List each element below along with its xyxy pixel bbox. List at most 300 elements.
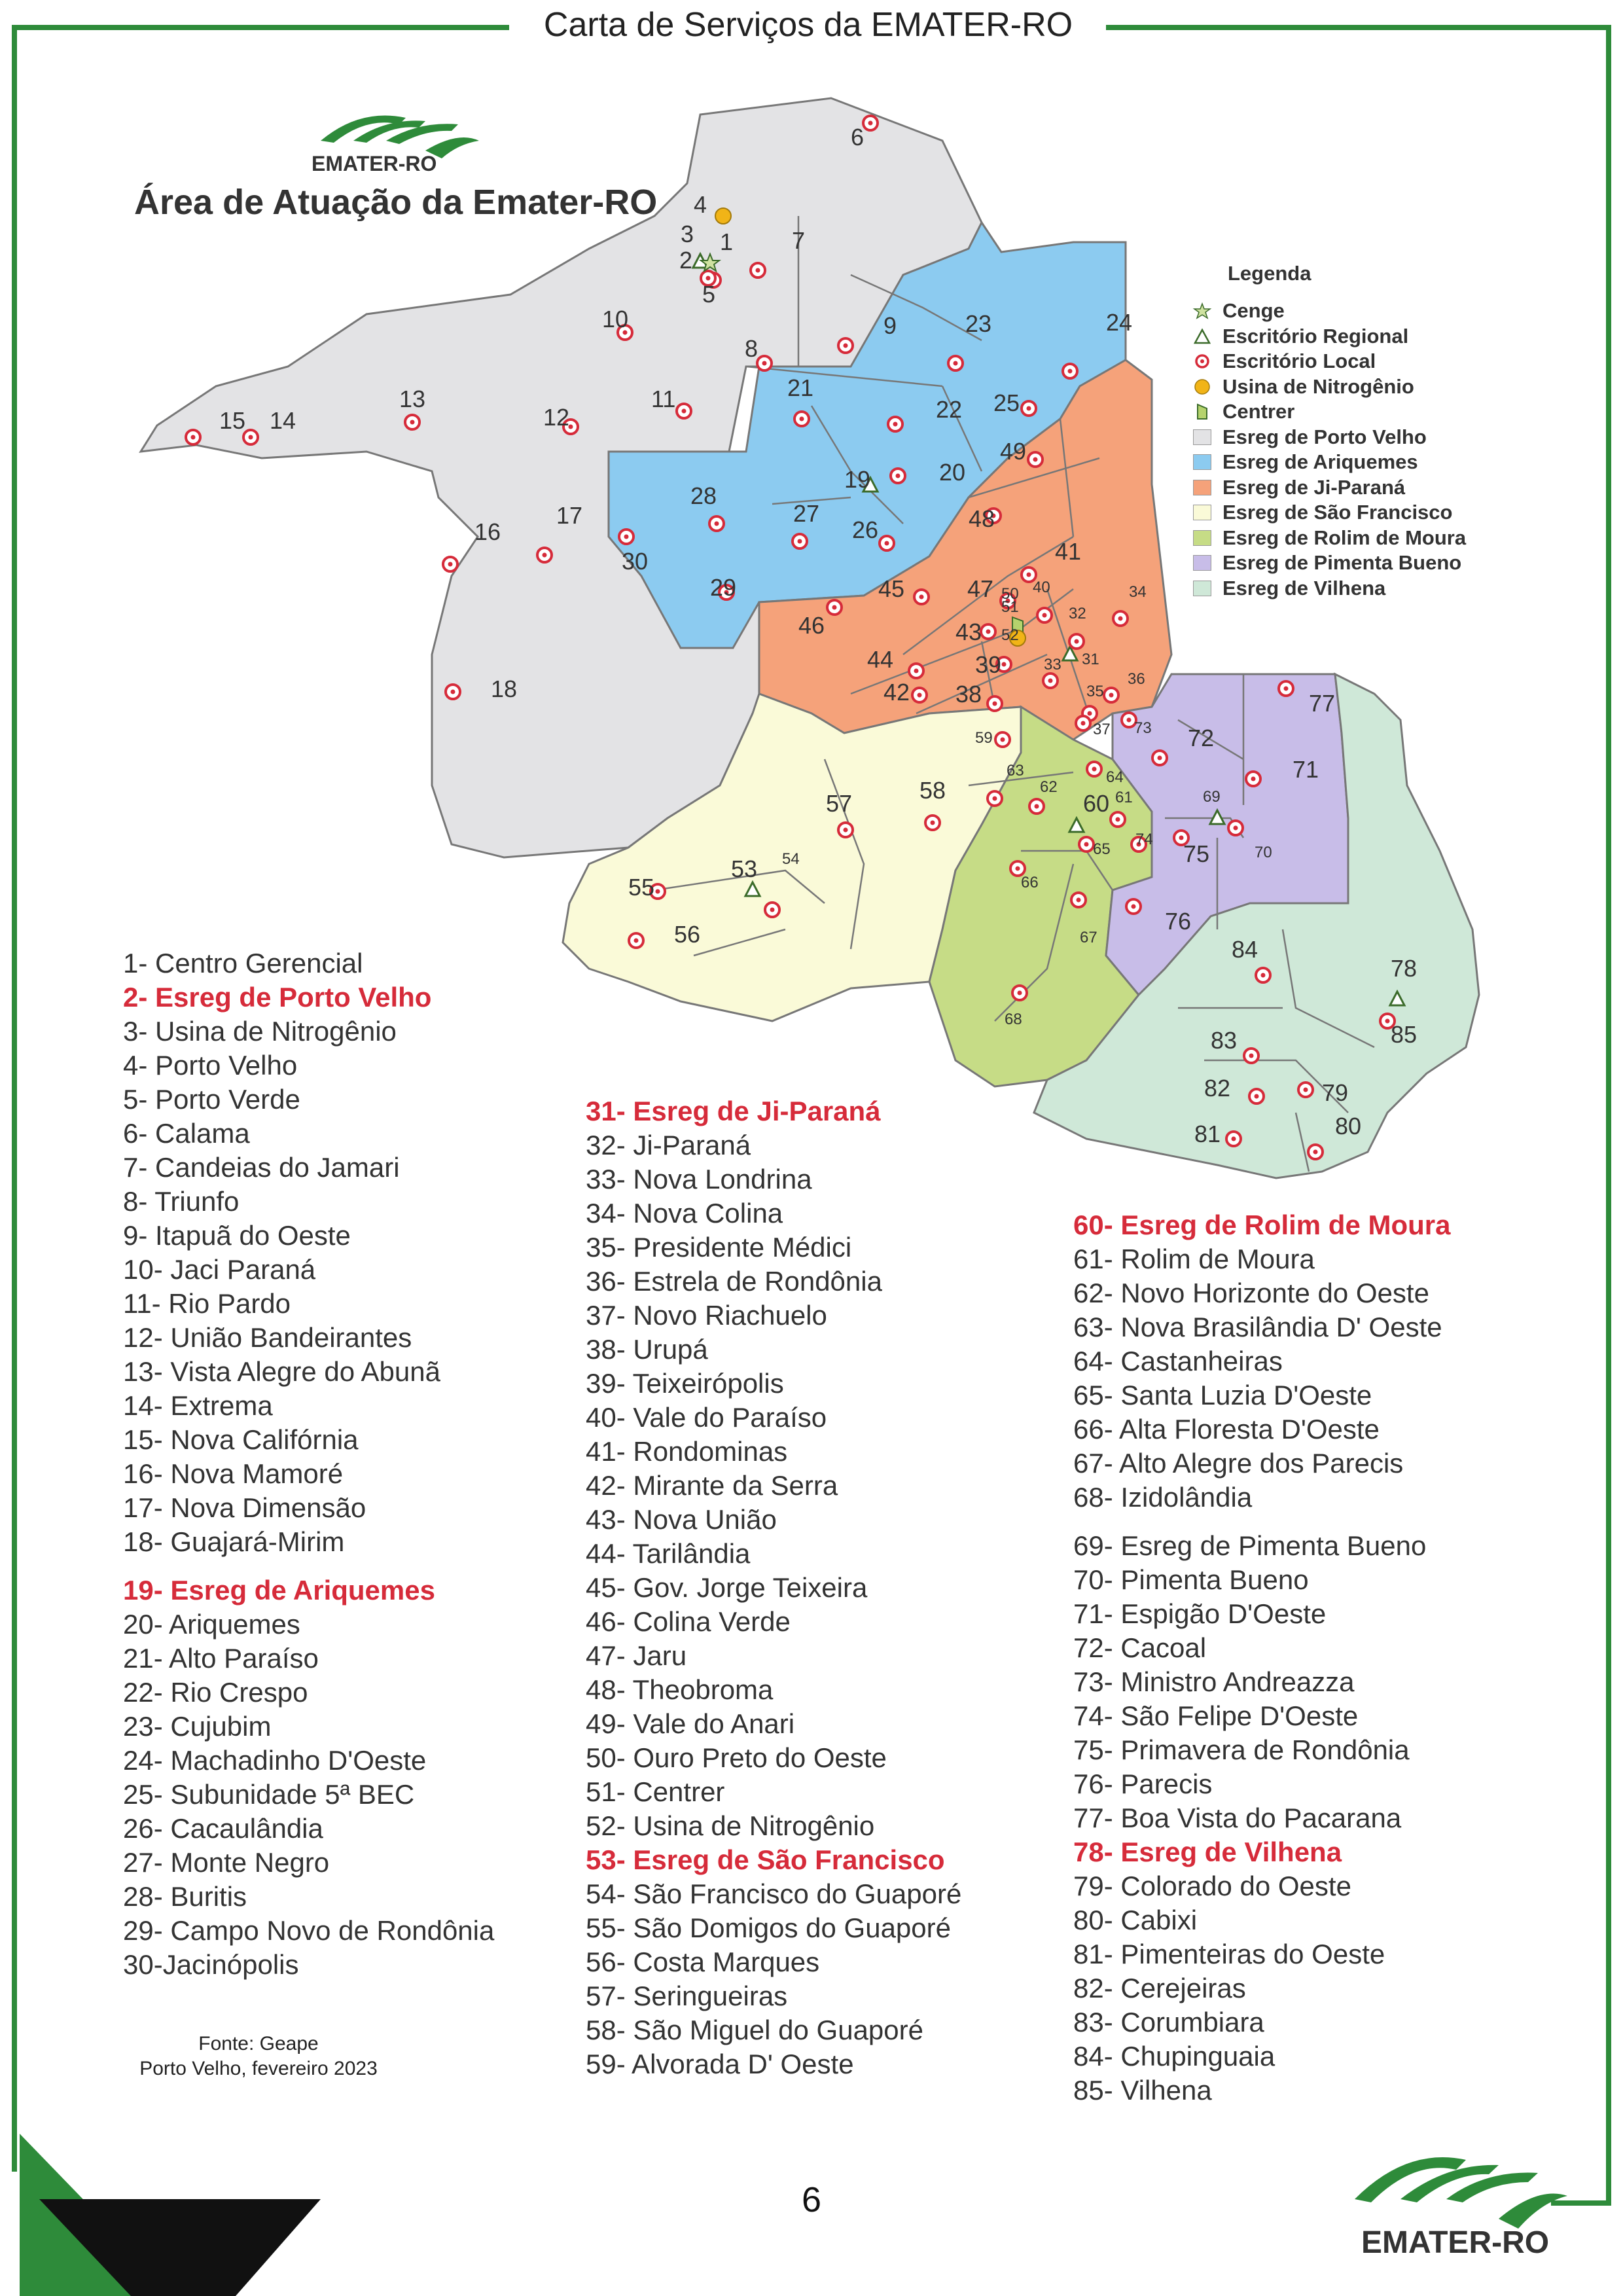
legend-item-label: Esreg de Ji-Paraná <box>1222 475 1406 499</box>
list-item: 52- Usina de Nitrogênio <box>586 1810 875 1841</box>
list-item: 7- Candeias do Jamari <box>123 1152 400 1183</box>
legend-swatch-wrap <box>1191 529 1213 547</box>
escritorio-local-dot <box>1092 767 1097 772</box>
legend-item <box>1191 550 1466 576</box>
list-item: 56- Costa Marques <box>586 1946 820 1977</box>
escritorio-local-dot <box>885 541 889 546</box>
list-item: 32- Ji-Paraná <box>586 1130 751 1160</box>
map-label-75: 75 <box>1183 840 1210 867</box>
escritorio-local-dot <box>1232 1137 1236 1141</box>
source-note <box>121 2032 396 2081</box>
map-label-63: 63 <box>1007 762 1024 780</box>
legend-swatch <box>1193 480 1211 495</box>
map-label-44: 44 <box>867 646 894 673</box>
list-heading: 78- Esreg de Vilhena <box>1073 1837 1342 1867</box>
legend-swatch <box>1193 429 1211 445</box>
map-label-12: 12 <box>543 404 570 431</box>
map-label-35: 35 <box>1086 683 1104 700</box>
map-label-30: 30 <box>622 548 649 575</box>
legend-item <box>1191 576 1466 601</box>
legend-swatch <box>1193 530 1211 546</box>
list-item: 73- Ministro Andreazza <box>1073 1666 1355 1697</box>
escritorio-local-dot <box>1255 1094 1259 1099</box>
corner-decoration <box>0 2134 327 2296</box>
escritorio-local-dot <box>1261 973 1266 978</box>
map-label-8: 8 <box>745 335 758 362</box>
escritorio-local-dot <box>800 417 804 422</box>
list-heading: 53- Esreg de São Francisco <box>586 1844 945 1875</box>
map-label-15: 15 <box>219 407 246 434</box>
map-label-67: 67 <box>1080 929 1097 946</box>
list-item: 27- Monte Negro <box>123 1847 330 1878</box>
page-header-title: Carta de Serviços da EMATER-RO <box>543 6 1073 44</box>
list-item: 20- Ariquemes <box>123 1609 300 1640</box>
map-label-45: 45 <box>878 575 905 602</box>
map-label-83: 83 <box>1211 1027 1238 1054</box>
escritorio-local-dot <box>191 435 196 440</box>
map-label-29: 29 <box>710 574 737 601</box>
escritorio-local-dot <box>919 595 924 600</box>
legend-item <box>1191 298 1466 324</box>
escritorio-local-dot <box>1001 738 1005 742</box>
escritorio-local-dot <box>1132 905 1136 909</box>
map-label-64: 64 <box>1106 768 1124 786</box>
map-label-54: 54 <box>782 850 800 868</box>
escritorio-local-dot <box>1035 804 1039 809</box>
circle-icon <box>1191 378 1213 395</box>
map-label-17: 17 <box>556 502 583 529</box>
map-label-2: 2 <box>679 247 693 274</box>
list-item: 50- Ouro Preto do Oeste <box>586 1742 887 1773</box>
map-label-46: 46 <box>798 612 825 639</box>
map-label-56: 56 <box>674 921 701 948</box>
map-label-57: 57 <box>826 790 853 817</box>
legend-item-label: Esreg de Rolim de Moura <box>1222 526 1467 549</box>
escritorio-local-dot <box>918 693 922 698</box>
list-item: 21- Alto Paraíso <box>123 1643 319 1674</box>
list-item: 85- Vilhena <box>1073 2075 1212 2106</box>
frame-line-left <box>12 25 17 2172</box>
map-label-76: 76 <box>1165 908 1192 935</box>
list-item: 68- Izidolândia <box>1073 1482 1253 1513</box>
map-label-47: 47 <box>967 575 994 602</box>
map-label-16: 16 <box>474 518 501 545</box>
list-column-1 <box>123 946 494 1982</box>
escritorio-local-dot <box>993 797 997 801</box>
list-item: 69- Esreg de Pimenta Bueno <box>1073 1530 1427 1561</box>
legend-item-label: Esreg de Porto Velho <box>1222 425 1427 448</box>
escritorio-local-dot <box>634 939 639 943</box>
legend-item-label: Esreg de São Francisco <box>1222 501 1453 524</box>
map-label-81: 81 <box>1194 1121 1221 1147</box>
map-label-69: 69 <box>1203 788 1221 806</box>
map-label-72: 72 <box>1188 725 1215 751</box>
map-label-28: 28 <box>690 482 717 509</box>
map-label-84: 84 <box>1232 936 1258 963</box>
list-item: 12- União Bandeirantes <box>123 1322 412 1353</box>
map-label-55: 55 <box>628 874 655 901</box>
list-item: 28- Buritis <box>123 1881 247 1912</box>
list-item: 55- São Domigos do Guaporé <box>586 1912 951 1943</box>
legend-title: Legenda <box>1228 262 1311 285</box>
map-label-70: 70 <box>1255 844 1272 861</box>
list-item: 26- Cacaulândia <box>123 1813 323 1844</box>
legend-item <box>1191 425 1466 450</box>
escritorio-local-dot <box>1068 369 1073 374</box>
list-item: 76- Parecis <box>1073 1768 1213 1799</box>
escritorio-local-dot <box>656 889 660 894</box>
list-item: 48- Theobroma <box>586 1674 774 1705</box>
escritorio-local-dot <box>1118 617 1123 621</box>
list-item: 34- Nova Colina <box>586 1198 783 1229</box>
escritorio-local-dot <box>1027 573 1031 577</box>
legend-swatch <box>1193 581 1211 596</box>
legend-item <box>1191 324 1466 350</box>
list-item: 23- Cujubim <box>123 1711 272 1742</box>
list-item: 74- São Felipe D'Oeste <box>1073 1700 1359 1731</box>
list-heading: 19- Esreg de Ariquemes <box>123 1575 435 1605</box>
map-label-82: 82 <box>1204 1075 1231 1102</box>
escritorio-local-dot <box>1081 721 1086 726</box>
map-label-80: 80 <box>1335 1113 1362 1139</box>
map-label-62: 62 <box>1040 778 1058 796</box>
map-label-51: 51 <box>1001 598 1019 616</box>
list-heading: 2- Esreg de Porto Velho <box>123 982 432 1013</box>
map-label-19: 19 <box>844 466 871 493</box>
legend-items <box>1191 298 1466 601</box>
page-number: 6 <box>801 2180 822 2219</box>
escritorio-local-dot <box>893 422 898 427</box>
emater-logo-bottom-text: EMATER-RO <box>1361 2225 1550 2260</box>
list-item: 82- Cerejeiras <box>1073 1973 1246 2003</box>
map-label-7: 7 <box>792 227 806 254</box>
list-item: 3- Usina de Nitrogênio <box>123 1016 397 1047</box>
list-item: 13- Vista Alegre do Abunã <box>123 1356 440 1387</box>
legend-swatch <box>1193 555 1211 571</box>
map-label-9: 9 <box>883 312 897 339</box>
list-item: 81- Pimenteiras do Oeste <box>1073 1939 1385 1969</box>
escritorio-local-dot <box>1158 756 1162 761</box>
target-icon <box>1191 353 1213 370</box>
list-item: 59- Alvorada D' Oeste <box>586 2049 854 2079</box>
list-item: 11- Rio Pardo <box>123 1288 291 1319</box>
map-label-18: 18 <box>491 675 518 702</box>
map-label-68: 68 <box>1005 1011 1022 1028</box>
legend-item-label: Esreg de Pimenta Bueno <box>1222 551 1462 575</box>
list-item: 83- Corumbiara <box>1073 2007 1264 2037</box>
map-label-14: 14 <box>270 407 296 434</box>
list-item: 4- Porto Velho <box>123 1050 298 1081</box>
escritorio-local-dot <box>1018 991 1022 996</box>
escritorio-local-dot <box>715 522 719 526</box>
legend-item-label: Usina de Nitrogênio <box>1222 374 1414 398</box>
map-label-39: 39 <box>975 651 1002 678</box>
map-label-48: 48 <box>969 505 995 532</box>
escritorio-local-dot <box>543 553 547 558</box>
legend-swatch-wrap <box>1191 429 1213 446</box>
escritorio-local-dot <box>1084 842 1089 847</box>
map-label-78: 78 <box>1391 955 1418 982</box>
list-item: 43- Nova União <box>586 1504 777 1535</box>
list-item: 42- Mirante da Serra <box>586 1470 838 1501</box>
escritorio-local-dot <box>868 121 873 126</box>
list-column-3 <box>1073 1208 1450 2108</box>
escritorio-local-dot <box>1077 898 1081 903</box>
map-label-34: 34 <box>1129 583 1147 601</box>
escritorio-local-dot <box>410 420 415 425</box>
legend-swatch-wrap <box>1191 504 1213 521</box>
list-heading: 31- Esreg de Ji-Paraná <box>586 1096 881 1126</box>
list-item: 39- Teixeirópolis <box>586 1368 784 1399</box>
list-item: 49- Vale do Anari <box>586 1708 795 1739</box>
legend-item <box>1191 450 1466 475</box>
list-heading: 60- Esreg de Rolim de Moura <box>1073 1210 1451 1240</box>
list-item: 77- Boa Vista do Pacarana <box>1073 1803 1402 1833</box>
list-item: 80- Cabixi <box>1073 1905 1198 1935</box>
escritorio-local-dot <box>448 562 453 567</box>
map-label-66: 66 <box>1021 874 1039 891</box>
map-label-85: 85 <box>1391 1021 1418 1048</box>
escritorio-local-dot <box>1179 836 1184 840</box>
list-item: 15- Nova Califórnia <box>123 1424 359 1455</box>
legend-item <box>1191 349 1466 374</box>
escritorio-local-dot <box>954 361 958 366</box>
map-label-50: 50 <box>1001 585 1019 603</box>
list-item: 54- São Francisco do Guaporé <box>586 1878 962 1909</box>
escritorio-local-dot <box>624 535 629 539</box>
legend-item <box>1191 526 1466 551</box>
map-label-4: 4 <box>694 191 707 218</box>
map-label-74: 74 <box>1135 831 1153 848</box>
map-label-21: 21 <box>787 374 814 401</box>
place-date-text: Porto Velho, fevereiro 2023 <box>139 2058 378 2079</box>
map-label-1: 1 <box>720 228 734 255</box>
list-item: 71- Espigão D'Oeste <box>1073 1598 1327 1629</box>
map-label-60: 60 <box>1083 790 1110 817</box>
map-label-59: 59 <box>975 729 993 747</box>
map-label-13: 13 <box>399 386 426 412</box>
escritorio-local-dot <box>451 690 455 694</box>
map-label-49: 49 <box>1000 438 1027 465</box>
escritorio-local-dot <box>1033 457 1038 462</box>
list-item: 58- São Miguel do Guaporé <box>586 2015 923 2045</box>
list-item: 17- Nova Dimensão <box>123 1492 366 1523</box>
map-label-26: 26 <box>852 516 879 543</box>
escritorio-local-dot <box>1002 662 1007 667</box>
list-item: 24- Machadinho D'Oeste <box>123 1745 427 1776</box>
escritorio-local-dot <box>1249 1054 1254 1058</box>
map-label-52: 52 <box>1001 626 1019 644</box>
map-label-38: 38 <box>955 681 982 708</box>
frame-line-top-left <box>12 25 509 30</box>
map-label-71: 71 <box>1293 756 1319 783</box>
list-item: 46- Colina Verde <box>586 1606 791 1637</box>
map-label-24: 24 <box>1106 309 1133 336</box>
list-item: 29- Campo Novo de Rondônia <box>123 1915 495 1946</box>
list-item: 30-Jacinópolis <box>123 1949 299 1980</box>
star-icon <box>1191 302 1213 319</box>
escritorio-local-dot <box>1109 693 1114 698</box>
list-item: 25- Subunidade 5ª BEC <box>123 1779 415 1810</box>
map-label-42: 42 <box>883 679 910 706</box>
list-item: 16- Nova Mamoré <box>123 1458 344 1489</box>
map-label-40: 40 <box>1033 579 1050 596</box>
map-label-73: 73 <box>1134 719 1152 737</box>
legend-item <box>1191 374 1466 400</box>
map-label-77: 77 <box>1309 690 1336 717</box>
escritorio-local-dot <box>896 474 901 478</box>
map-label-22: 22 <box>936 396 963 423</box>
legend-item-label: Centrer <box>1222 400 1295 423</box>
frame-line-right <box>1606 25 1611 2204</box>
escritorio-local-dot <box>1313 1150 1318 1155</box>
source-text: Fonte: Geape <box>198 2033 319 2054</box>
list-item: 65- Santa Luzia D'Oeste <box>1073 1380 1372 1410</box>
legend-item <box>1191 399 1466 425</box>
list-item: 37- Novo Riachuelo <box>586 1300 827 1331</box>
escritorio-local-dot <box>1284 687 1289 691</box>
emater-logo-text: EMATER-RO <box>312 152 437 175</box>
legend-item-label: Esreg de Ariquemes <box>1222 450 1418 474</box>
map-label-5: 5 <box>702 281 716 308</box>
legend-item <box>1191 500 1466 526</box>
frame-line-top-right <box>1106 25 1611 30</box>
map-label-6: 6 <box>851 124 865 151</box>
escritorio-local-dot <box>1116 817 1120 822</box>
list-item: 10- Jaci Paraná <box>123 1254 316 1285</box>
trapezoid-icon <box>1191 403 1213 420</box>
map-label-10: 10 <box>602 306 629 332</box>
triangle-icon <box>1191 328 1213 345</box>
map-title: Área de Atuação da Emater-RO <box>134 183 658 222</box>
legend-item-label: Cenge <box>1222 299 1285 323</box>
list-item: 33- Nova Londrina <box>586 1164 812 1194</box>
legend-swatch <box>1193 505 1211 520</box>
map-label-53: 53 <box>731 855 758 882</box>
legend-item-label: Esreg de Vilhena <box>1222 576 1386 600</box>
escritorio-local-dot <box>993 702 997 706</box>
list-item: 35- Presidente Médici <box>586 1232 852 1263</box>
escritorio-local-dot <box>844 828 848 833</box>
legend-swatch-wrap <box>1191 454 1213 471</box>
list-item: 1- Centro Gerencial <box>123 948 363 978</box>
map-label-11: 11 <box>651 386 676 412</box>
list-item: 47- Jaru <box>586 1640 687 1671</box>
escritorio-local-dot <box>706 276 711 281</box>
list-item: 67- Alto Alegre dos Parecis <box>1073 1448 1404 1479</box>
usina-nitrogenio-icon <box>715 208 731 224</box>
escritorio-local-dot <box>770 908 775 912</box>
map-label-23: 23 <box>965 310 992 337</box>
escritorio-local-dot <box>1016 867 1020 871</box>
map-label-27: 27 <box>793 500 820 527</box>
escritorio-local-dot <box>1027 406 1031 411</box>
map-label-25: 25 <box>993 389 1020 416</box>
escritorio-local-dot <box>914 669 919 673</box>
list-item: 84- Chupinguaia <box>1073 2041 1275 2072</box>
escritorio-local-dot <box>1088 711 1092 716</box>
map-label-79: 79 <box>1322 1079 1349 1106</box>
list-item: 14- Extrema <box>123 1390 273 1421</box>
escritorio-local-dot <box>762 361 767 366</box>
list-item: 5- Porto Verde <box>123 1084 300 1115</box>
list-item: 63- Nova Brasilândia D' Oeste <box>1073 1312 1442 1342</box>
list-item: 41- Rondominas <box>586 1436 788 1467</box>
escritorio-local-dot <box>986 630 991 634</box>
list-item: 66- Alta Floresta D'Oeste <box>1073 1414 1380 1444</box>
escritorio-local-dot <box>1234 826 1238 831</box>
list-item: 70- Pimenta Bueno <box>1073 1564 1309 1595</box>
list-item: 38- Urupá <box>586 1334 708 1365</box>
escritorio-local-dot <box>1043 613 1047 618</box>
legend-item <box>1191 475 1466 501</box>
list-item: 72- Cacoal <box>1073 1632 1207 1663</box>
list-item: 57- Seringueiras <box>586 1981 788 2011</box>
legend-swatch <box>1193 454 1211 470</box>
list-item: 40- Vale do Paraíso <box>586 1402 827 1433</box>
escritorio-local-dot <box>756 268 760 273</box>
escritorio-local-dot <box>1304 1088 1308 1092</box>
legend-swatch-wrap <box>1191 479 1213 496</box>
map-label-43: 43 <box>955 619 982 645</box>
legend-swatch-wrap <box>1191 554 1213 571</box>
escritorio-local-dot <box>249 435 253 440</box>
map-label-33: 33 <box>1044 656 1061 673</box>
map-label-32: 32 <box>1069 605 1086 622</box>
escritorio-local-dot <box>798 539 802 544</box>
map-label-20: 20 <box>939 459 966 486</box>
legend-item-label: Escritório Regional <box>1222 324 1409 348</box>
list-item: 9- Itapuã do Oeste <box>123 1220 351 1251</box>
list-column-2 <box>586 1094 961 2081</box>
escritorio-local-dot <box>682 409 687 414</box>
list-item: 18- Guajará-Mirim <box>123 1526 345 1557</box>
legend-item-label: Escritório Local <box>1222 350 1376 373</box>
map-legend <box>1191 262 1466 601</box>
escritorio-local-dot <box>1127 718 1132 723</box>
escritorio-local-dot <box>844 344 848 348</box>
map-label-37: 37 <box>1093 721 1111 738</box>
map-label-36: 36 <box>1128 670 1145 688</box>
map-label-61: 61 <box>1115 789 1133 806</box>
list-item: 36- Estrela de Rondônia <box>586 1266 882 1297</box>
escritorio-local-dot <box>1385 1019 1390 1024</box>
list-item: 51- Centrer <box>586 1776 725 1807</box>
map-label-3: 3 <box>681 221 694 247</box>
legend-swatch-wrap <box>1191 580 1213 597</box>
list-item: 44- Tarilândia <box>586 1538 751 1569</box>
list-item: 75- Primavera de Rondônia <box>1073 1734 1410 1765</box>
list-item: 62- Novo Horizonte do Oeste <box>1073 1278 1429 1308</box>
map-label-31: 31 <box>1082 651 1099 668</box>
map-label-58: 58 <box>919 777 946 804</box>
list-item: 6- Calama <box>123 1118 250 1149</box>
list-item: 22- Rio Crespo <box>123 1677 308 1708</box>
escritorio-local-dot <box>931 821 935 825</box>
list-item: 79- Colorado do Oeste <box>1073 1871 1351 1901</box>
escritorio-local-dot <box>1048 679 1053 683</box>
escritorio-local-dot <box>1075 639 1079 644</box>
map-label-41: 41 <box>1055 538 1082 565</box>
escritorio-local-dot <box>832 605 837 610</box>
list-item: 61- Rolim de Moura <box>1073 1244 1315 1274</box>
list-item: 45- Gov. Jorge Teixeira <box>586 1572 868 1603</box>
emater-logo-bottom-icon <box>1342 2134 1577 2265</box>
list-item: 64- Castanheiras <box>1073 1346 1283 1376</box>
map-label-65: 65 <box>1093 840 1111 858</box>
list-item: 8- Triunfo <box>123 1186 240 1217</box>
escritorio-local-dot <box>1251 777 1256 781</box>
